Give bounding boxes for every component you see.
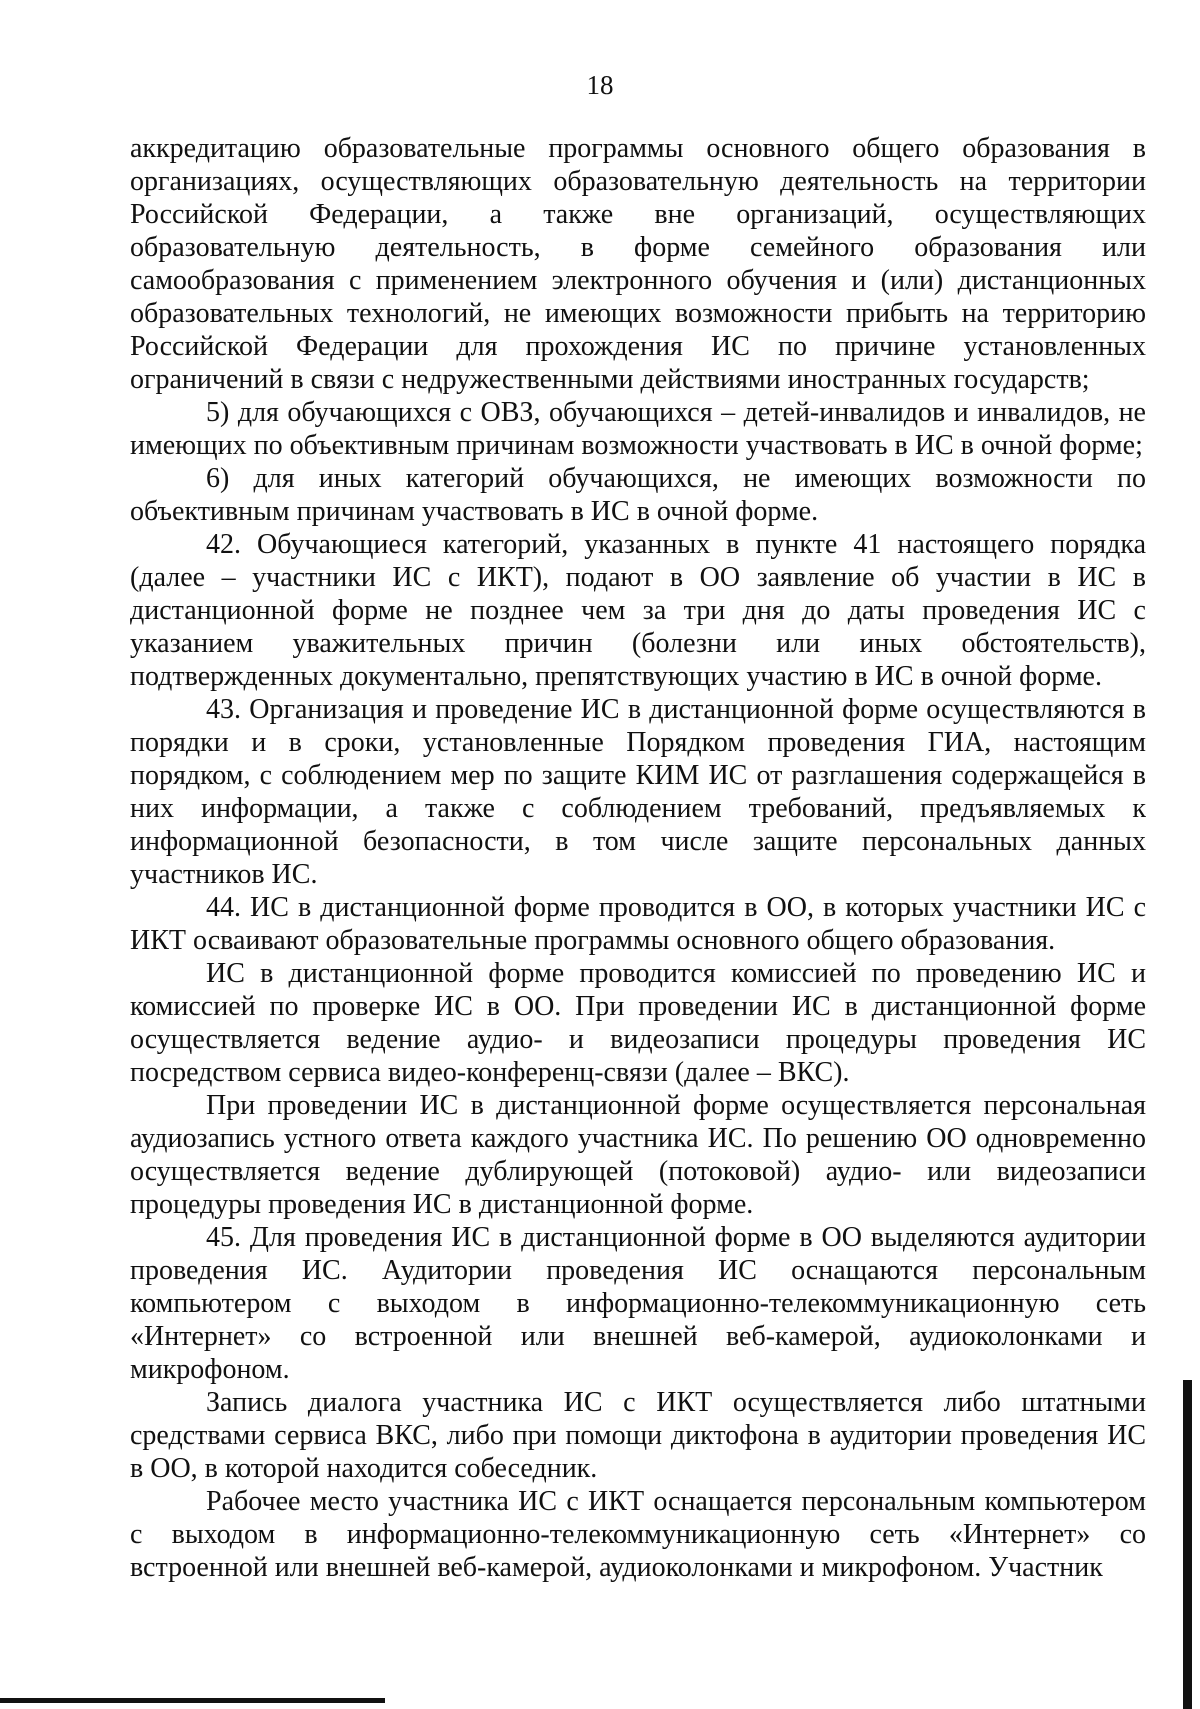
paragraph-continuation: аккредитацию образовательные программы основного общего образования в организациях, осуществляющих образовательную деятельность на территории Российской Федерации, а также вне организаций, осуществляющих образовательную деятельность, в форме семейного образования или самообразования с применением электронного обучения и (или) дистанционных образовательных технологий, не имеющих возможности прибыть на территорию Российской Федерации для прохождения ИС по причине установленных ограничений в связи с недружественными действиями иностранных государств; <box>130 133 1146 395</box>
paragraph-42: 42. Обучающиеся категорий, указанных в пункте 41 настоящего порядка (далее – участники ИС с ИКТ), подают в ОО заявление об участии в ИС в дистанционной форме не позднее чем за три дня до даты проведения ИС с указанием уважительных причин (болезни или иных обстоятельств), подтвержденных документально, препятствующих участию в ИС в очной форме. <box>130 529 1146 692</box>
paragraph-45-workplace: Рабочее место участника ИС с ИКТ оснащается персональным компьютером с выходом в информационно-телекоммуникационную сеть «Интернет» со встроенной или внешней веб-камерой, аудиоколонками и микрофоном. Участник <box>130 1486 1146 1583</box>
paragraph-item-5: 5) для обучающихся с ОВЗ, обучающихся – детей-инвалидов и инвалидов, не имеющих по объективным причинам возможности участвовать в ИС в очной форме; <box>130 397 1146 461</box>
paragraph-item-6: 6) для иных категорий обучающихся, не имеющих возможности по объективным причинам участвовать в ИС в очной форме. <box>130 463 1146 527</box>
document-body <box>130 132 1146 1584</box>
paragraph-44: 44. ИС в дистанционной форме проводится в ОО, в которых участники ИС с ИКТ осваивают образовательные программы основного общего образования. <box>130 892 1146 956</box>
scan-edge-bottom <box>0 1698 385 1703</box>
paragraph-45: 45. Для проведения ИС в дистанционной форме в ОО выделяются аудитории проведения ИС. Аудитории проведения ИС оснащаются персональным компьютером с выходом в информационно-телекоммуникационную сеть «Интернет» со встроенной или внешней веб-камерой, аудиоколонками и микрофоном. <box>130 1222 1146 1385</box>
page-number: 18 <box>586 70 614 100</box>
paragraph-45-recording: Запись диалога участника ИС с ИКТ осуществляется либо штатными средствами сервиса ВКС, либо при помощи диктофона в аудитории проведения ИС в ОО, в которой находится собеседник. <box>130 1387 1146 1484</box>
paragraph-44-audio: При проведении ИС в дистанционной форме осуществляется персональная аудиозапись устного ответа каждого участника ИС. По решению ОО одновременно осуществляется ведение дублирующей (потоковой) аудио- или видеозаписи процедуры проведения ИС в дистанционной форме. <box>130 1090 1146 1220</box>
paragraph-43: 43. Организация и проведение ИС в дистанционной форме осуществляются в порядки и в сроки, установленные Порядком проведения ГИА, настоящим порядком, с соблюдением мер по защите КИМ ИС от разглашения содержащейся в них информации, а также с соблюдением требований, предъявляемых к информационной безопасности, в том числе защите персональных данных участников ИС. <box>130 694 1146 890</box>
paragraph-44-commission: ИС в дистанционной форме проводится комиссией по проведению ИС и комиссией по проверке ИС в ОО. При проведении ИС в дистанционной форме осуществляется ведение аудио- и видеозаписи процедуры проведения ИС посредством сервиса видео-конференц-связи (далее – ВКС). <box>130 958 1146 1088</box>
scan-edge-right <box>1183 1380 1192 1709</box>
